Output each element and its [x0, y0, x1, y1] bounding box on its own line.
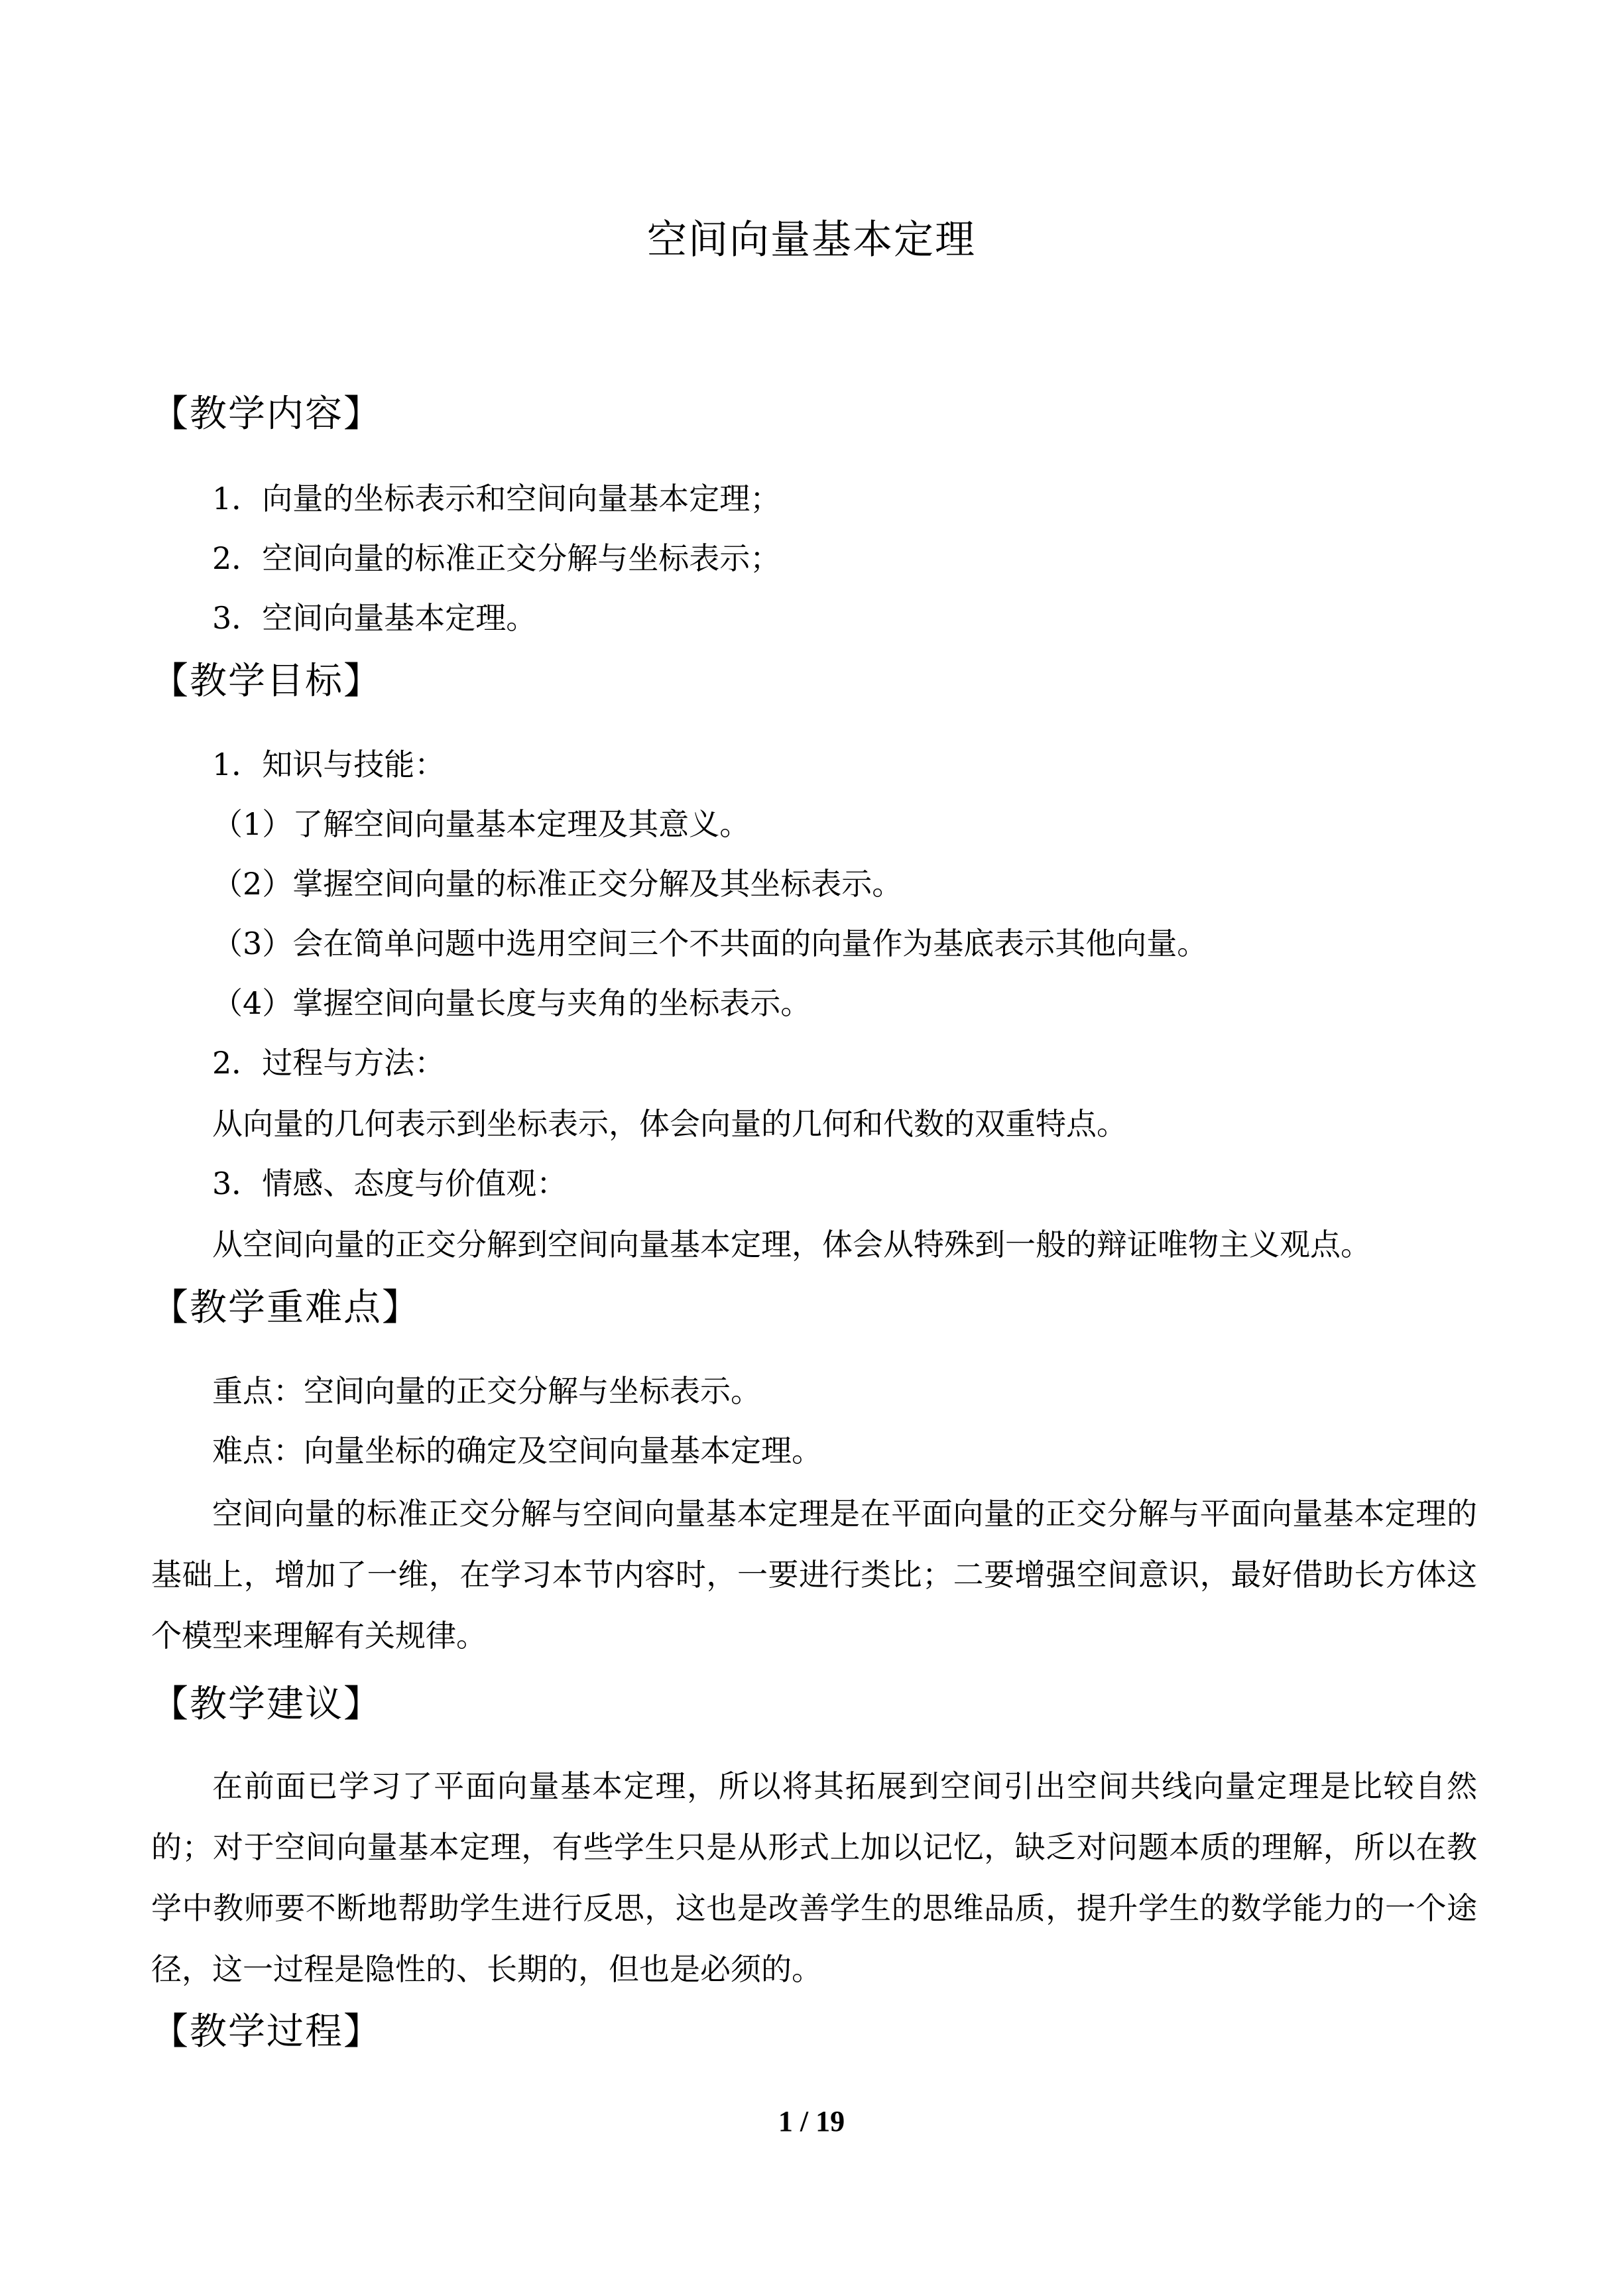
difficulty-line: 难点：向量坐标的确定及空间向量基本定理。 — [212, 1433, 822, 1469]
goals-line-4: （3）会在简单问题中选用空间三个不共面的向量作为基底表示其他向量。 — [212, 926, 1208, 961]
suggestions-paragraph: 在前面已学习了平面向量基本定理，所以将其拓展到空间引出空间共线向量定理是比较自然的；对于空间向量基本定理，有些学生只是从形式上加以记忆，缺乏对问题本质的理解，所以在教学中教师要不断地帮助学生进行反思，这也是改善学生的思维品质，提升学生的数学能力的一个途径，这一过程是隐性的、长期的，但也是必须的。 — [151, 1768, 1477, 1987]
section-heading-key-points: 【教学重难点】 — [151, 1286, 420, 1329]
goals-line-6: 2．过程与方法： — [212, 1045, 446, 1081]
goals-line-9: 从空间向量的正交分解到空间向量基本定理，体会从特殊到一般的辩证唯物主义观点。 — [212, 1227, 1371, 1262]
page-number: 1 / 19 — [778, 2105, 845, 2138]
key-points-paragraph: 空间向量的标准正交分解与空间向量基本定理是在平面向量的正交分解与平面向量基本定理的基础上，增加了一维，在学习本节内容时，一要进行类比；二要增强空间意识，最好借助长方体这个模型来理解有关规律。 — [151, 1496, 1477, 1654]
page-title: 空间向量基本定理 — [647, 217, 976, 263]
key-point-line: 重点：空间向量的正交分解与坐标表示。 — [212, 1373, 761, 1409]
section-heading-suggestions: 【教学建议】 — [151, 1683, 382, 1726]
content-item-1: 1．向量的坐标表示和空间向量基本定理； — [212, 481, 781, 516]
content-item-2: 2．空间向量的标准正交分解与坐标表示； — [212, 540, 781, 576]
goals-line-8: 3．情感、态度与价值观： — [212, 1166, 568, 1201]
goals-line-1: 1．知识与技能： — [212, 747, 446, 782]
section-heading-process: 【教学过程】 — [151, 2010, 382, 2053]
goals-line-5: （4）掌握空间向量长度与夹角的坐标表示。 — [212, 985, 812, 1021]
section-heading-goals: 【教学目标】 — [151, 660, 382, 703]
section-heading-content: 【教学内容】 — [151, 393, 382, 436]
goals-line-7: 从向量的几何表示到坐标表示，体会向量的几何和代数的双重特点。 — [212, 1106, 1127, 1142]
content-item-3: 3．空间向量基本定理。 — [212, 600, 537, 636]
goals-line-2: （1）了解空间向量基本定理及其意义。 — [212, 806, 751, 842]
goals-line-3: （2）掌握空间向量的标准正交分解及其坐标表示。 — [212, 866, 903, 902]
